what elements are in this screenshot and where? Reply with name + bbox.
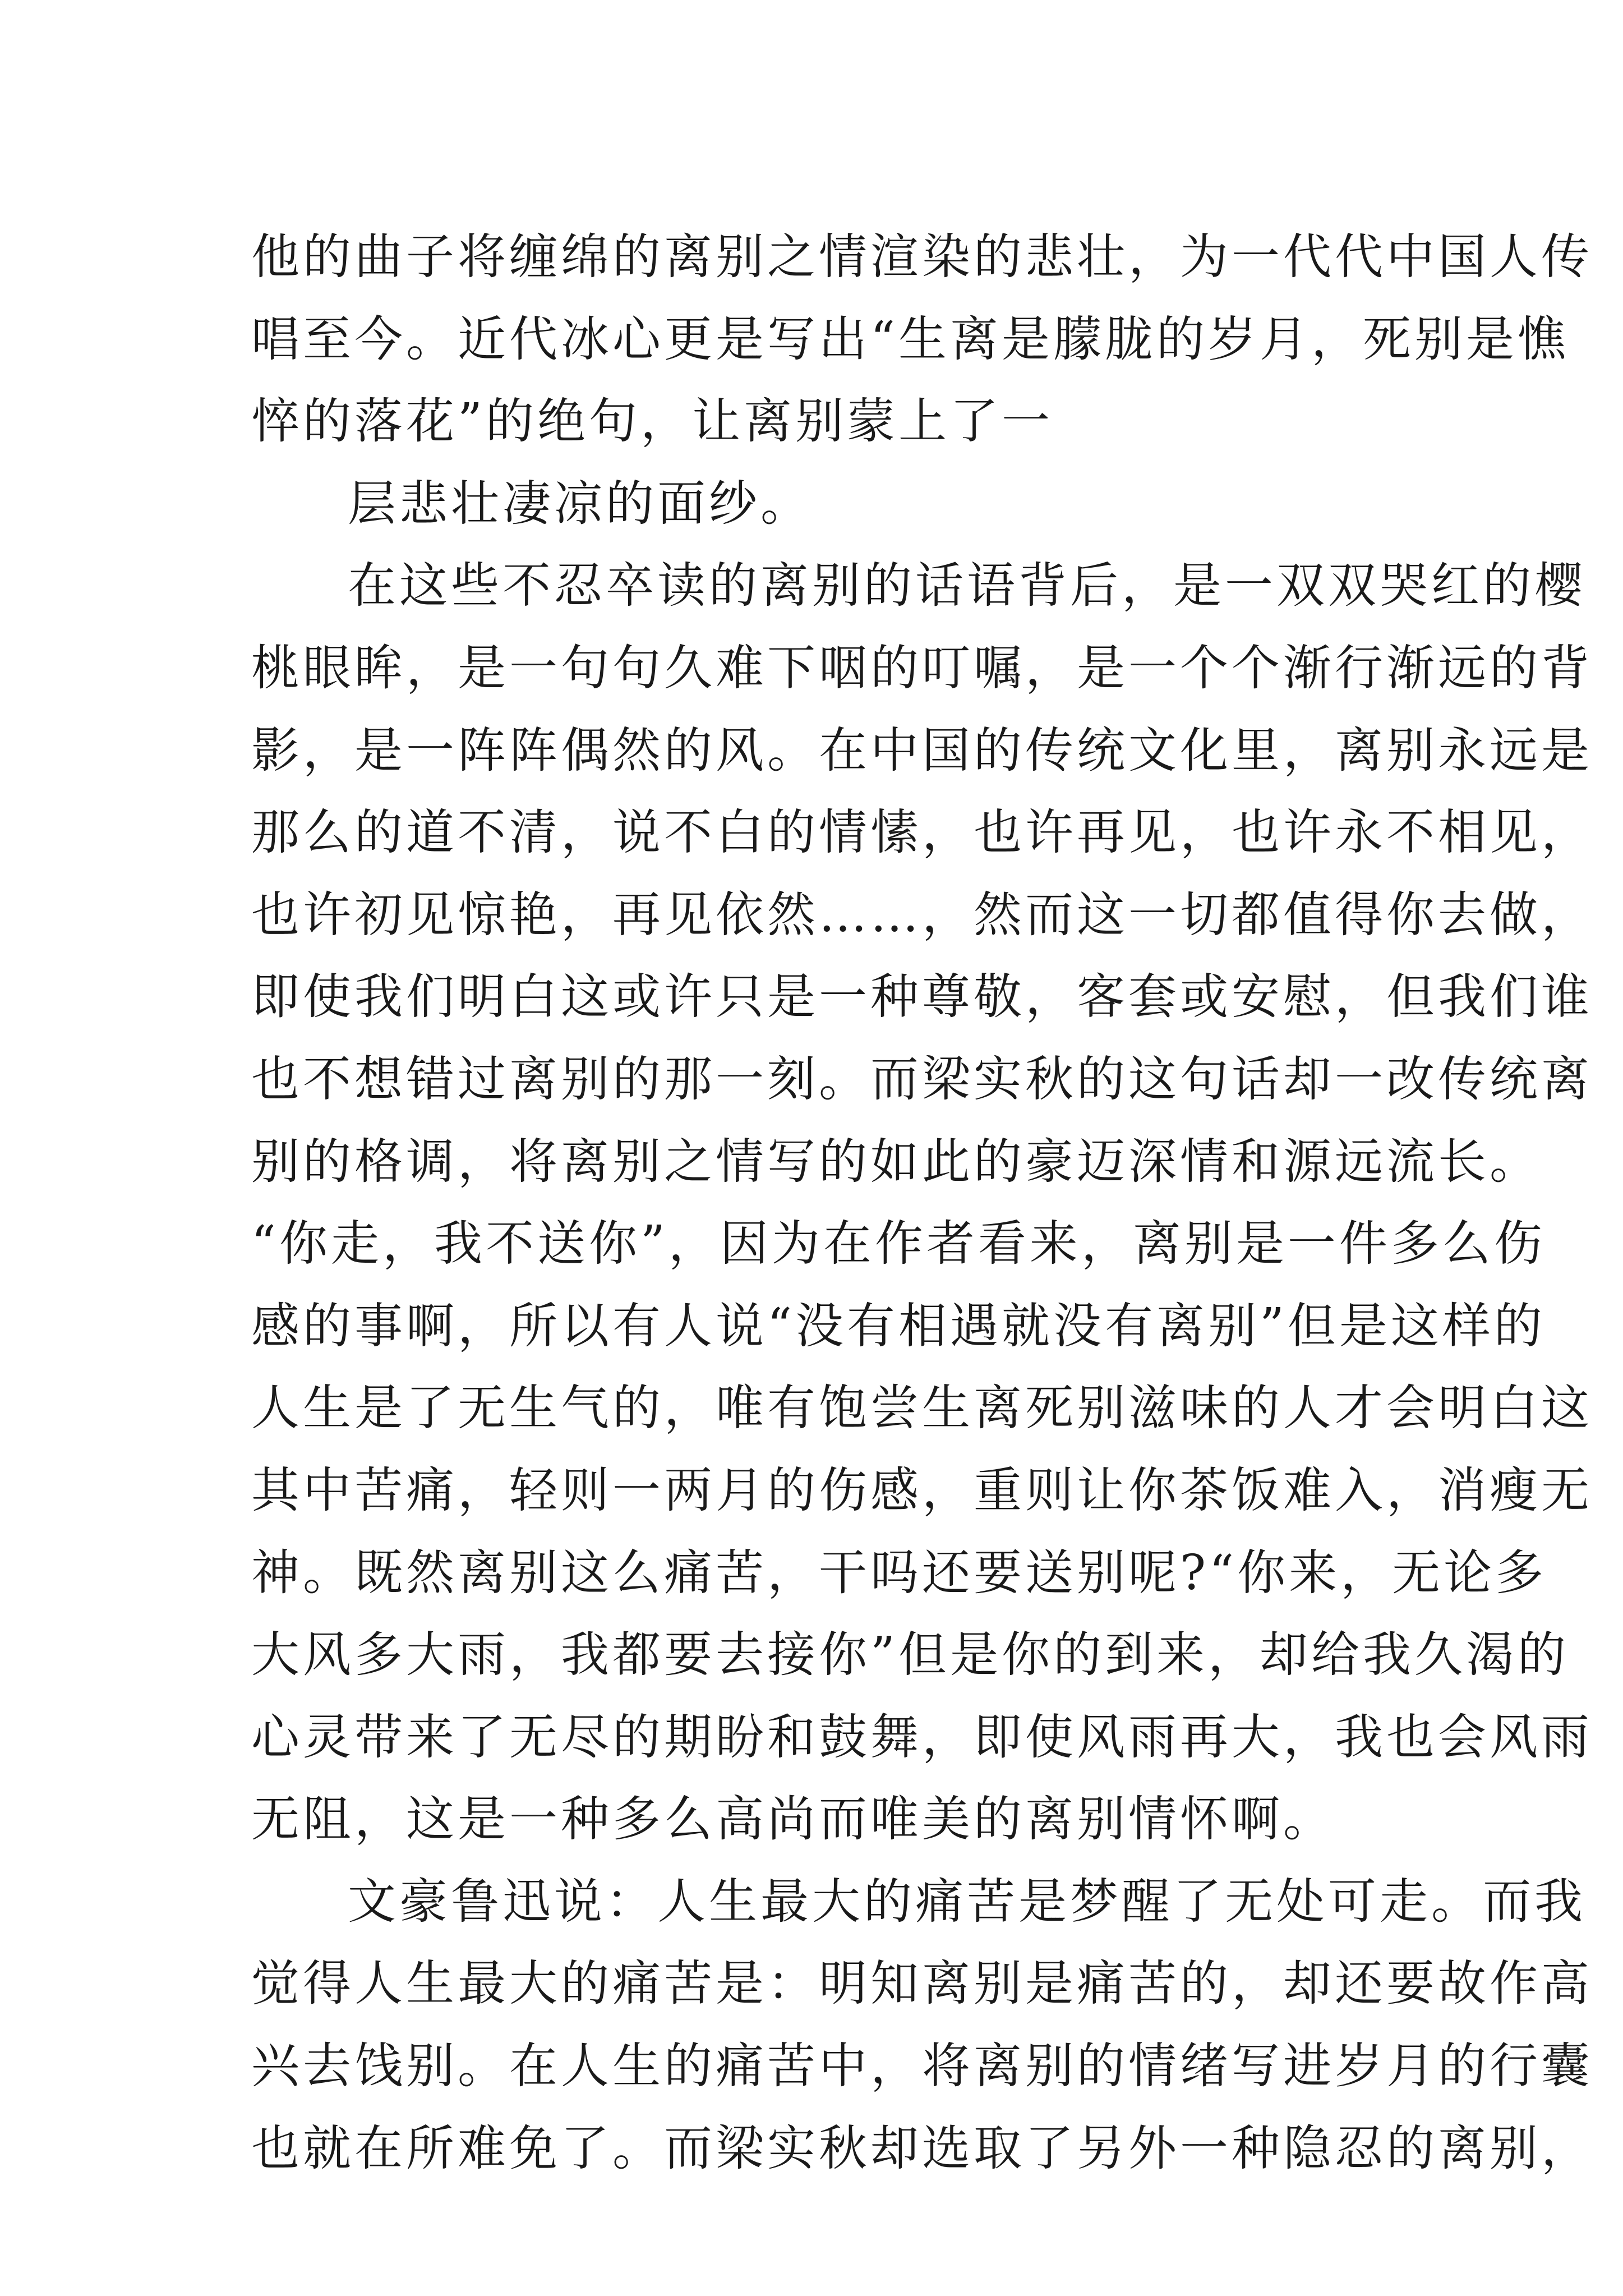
- text-line: 大风多大雨，我都要去接你”但是你的到来，却给我久渴的: [251, 1627, 1569, 1683]
- paragraph-start-line: 在这些不忍卒读的离别的话语背后，是一双双哭红的樱: [348, 558, 1586, 614]
- text-line: 兴去饯别。在人生的痛苦中，将离别的情绪写进岁月的行囊: [251, 2038, 1593, 2095]
- text-line: “你走，我不送你”，因为在作者看来，离别是一件多么伤: [251, 1216, 1546, 1272]
- text-line: 那么的道不清，说不白的情愫，也许再见，也许永不相见，: [251, 804, 1593, 861]
- text-line: 人生是了无生气的，唯有饱尝生离死别滋味的人才会明白这: [251, 1380, 1593, 1437]
- text-line: 桃眼眸，是一句句久难下咽的叮嘱，是一个个渐行渐远的背: [251, 639, 1593, 696]
- text-line: 别的格调，将离别之情写的如此的豪迈深情和源远流长。: [251, 1133, 1541, 1190]
- text-line: 他的曲子将缠绵的离别之情渲染的悲壮，为一代代中国人传: [251, 229, 1593, 285]
- text-line: 无阻，这是一种多么高尚而唯美的离别情怀啊。: [251, 1791, 1335, 1848]
- text-line: 即使我们明白这或许只是一种尊敬，客套或安慰，但我们谁: [251, 969, 1593, 1025]
- text-line: 也不想错过离别的那一刻。而梁实秋的这句话却一改传统离: [251, 1051, 1593, 1107]
- body-text: [251, 216, 1593, 2189]
- text-line: 神。既然离别这么痛苦，干吗还要送别呢?“你来，无论多: [251, 1544, 1547, 1601]
- text-line: 其中苦痛，轻则一两月的伤感，重则让你茶饭难入，消瘦无: [251, 1462, 1593, 1519]
- text-line: 也就在所难免了。而梁实秋却选取了另外一种隐忍的离别，: [251, 2120, 1593, 2177]
- text-line: 影，是一阵阵偶然的风。在中国的传统文化里，离别永远是: [251, 722, 1593, 779]
- text-line: 也许初见惊艳，再见依然……，然而这一切都值得你去做，: [251, 886, 1593, 943]
- text-line: 心灵带来了无尽的期盼和鼓舞，即使风雨再大，我也会风雨: [251, 1709, 1593, 1765]
- text-line: 觉得人生最大的痛苦是：明知离别是痛苦的，却还要故作高: [251, 1955, 1593, 2012]
- text-line: 层悲壮凄凉的面纱。: [348, 475, 812, 532]
- text-line: 感的事啊，所以有人说“没有相遇就没有离别”但是这样的: [251, 1297, 1546, 1354]
- text-line: 悴的落花”的绝句，让离别蒙上了一: [251, 393, 1053, 450]
- paragraph-start-line: 文豪鲁迅说：人生最大的痛苦是梦醒了无处可走。而我: [348, 1873, 1586, 1930]
- text-line: 唱至今。近代冰心更是写出“生离是朦胧的岁月，死别是憔: [251, 311, 1569, 367]
